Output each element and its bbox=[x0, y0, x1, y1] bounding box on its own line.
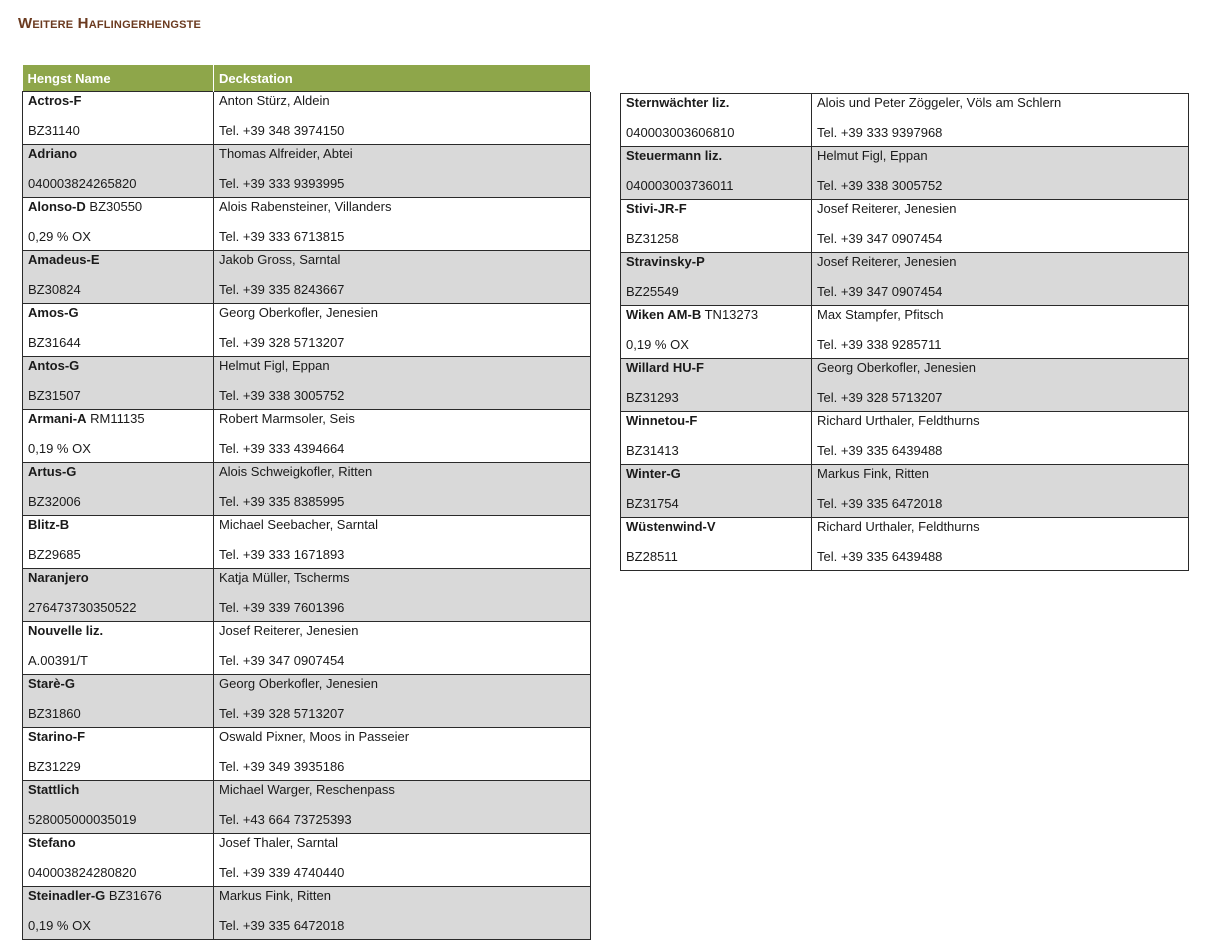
station-phone: Tel. +39 338 3005752 bbox=[817, 178, 943, 193]
stallion-name-line bbox=[626, 359, 806, 385]
stallion-name-line bbox=[28, 198, 208, 224]
stallion-name: Nouvelle liz. bbox=[28, 623, 104, 638]
stallion-name-cell bbox=[621, 518, 812, 571]
station-owner: Alois Rabensteiner, Villanders bbox=[219, 199, 392, 214]
stallion-table-left bbox=[22, 65, 591, 940]
station-phone: Tel. +39 333 9397968 bbox=[817, 125, 943, 140]
table-row bbox=[621, 94, 1189, 147]
breeding-station-cell bbox=[214, 463, 591, 516]
table-header-row bbox=[23, 65, 591, 92]
table-row bbox=[621, 253, 1189, 306]
page-title: Weitere Haflingerhengste bbox=[18, 15, 202, 32]
table-row bbox=[621, 306, 1189, 359]
station-phone: Tel. +39 347 0907454 bbox=[219, 653, 345, 668]
breeding-station-cell bbox=[812, 306, 1189, 359]
station-owner: Markus Fink, Ritten bbox=[219, 888, 331, 903]
station-owner: Georg Oberkofler, Jenesien bbox=[219, 305, 378, 320]
stallion-id: 528005000035019 bbox=[28, 812, 137, 827]
table-row bbox=[23, 357, 591, 410]
table-row bbox=[23, 516, 591, 569]
stallion-name-line bbox=[28, 834, 208, 860]
stallion-name-line bbox=[28, 569, 208, 595]
station-owner: Katja Müller, Tscherms bbox=[219, 570, 350, 585]
station-owner: Robert Marmsoler, Seis bbox=[219, 411, 355, 426]
stallion-name: Alonso-D bbox=[28, 199, 86, 214]
breeding-station-cell bbox=[812, 359, 1189, 412]
station-phone: Tel. +39 338 3005752 bbox=[219, 388, 345, 403]
table-row bbox=[23, 781, 591, 834]
stallion-name-cell bbox=[23, 781, 214, 834]
table-row bbox=[621, 412, 1189, 465]
table-row bbox=[23, 622, 591, 675]
table-row bbox=[621, 359, 1189, 412]
station-phone: Tel. +39 348 3974150 bbox=[219, 123, 345, 138]
breeding-station-cell bbox=[214, 92, 591, 145]
stallion-id: BZ31413 bbox=[626, 443, 679, 458]
breeding-station-cell bbox=[812, 94, 1189, 147]
table-row bbox=[621, 200, 1189, 253]
breeding-station-cell bbox=[812, 412, 1189, 465]
breeding-station-cell bbox=[214, 569, 591, 622]
stallion-name-line bbox=[28, 145, 208, 171]
stallion-name-cell bbox=[23, 463, 214, 516]
station-owner: Max Stampfer, Pfitsch bbox=[817, 307, 944, 322]
stallion-id: 040003003606810 bbox=[626, 125, 735, 140]
station-phone: Tel. +39 335 8243667 bbox=[219, 282, 345, 297]
table-row bbox=[23, 569, 591, 622]
stallion-name-line bbox=[28, 781, 208, 807]
stallion-name-cell bbox=[23, 834, 214, 887]
station-owner: Josef Reiterer, Jenesien bbox=[817, 201, 957, 216]
stallion-name-line bbox=[28, 92, 208, 118]
stallion-id: 040003824280820 bbox=[28, 865, 137, 880]
breeding-station-cell bbox=[812, 465, 1189, 518]
stallion-name: Blitz-B bbox=[28, 517, 70, 532]
stallion-id: BZ25549 bbox=[626, 284, 679, 299]
breeding-station-cell bbox=[214, 728, 591, 781]
station-phone: Tel. +39 328 5713207 bbox=[817, 390, 943, 405]
stallion-name: Winter-G bbox=[626, 466, 681, 481]
stallion-name-cell bbox=[621, 253, 812, 306]
stallion-name-line bbox=[626, 147, 806, 173]
station-phone: Tel. +39 328 5713207 bbox=[219, 335, 345, 350]
stallion-name-cell bbox=[23, 728, 214, 781]
station-phone: Tel. +39 333 6713815 bbox=[219, 229, 345, 244]
stallion-name-cell bbox=[23, 569, 214, 622]
stallion-name: Stattlich bbox=[28, 782, 80, 797]
stallion-name: Naranjero bbox=[28, 570, 89, 585]
breeding-station-cell bbox=[812, 147, 1189, 200]
stallion-name-cell bbox=[23, 410, 214, 463]
stallion-name-line bbox=[28, 516, 208, 542]
stallion-name: Amos-G bbox=[28, 305, 79, 320]
stallion-name: Stefano bbox=[28, 835, 76, 850]
stallion-name: Artus-G bbox=[28, 464, 77, 479]
table-row bbox=[621, 465, 1189, 518]
stallion-name-line bbox=[626, 465, 806, 491]
stallion-id: BZ31229 bbox=[28, 759, 81, 774]
breeding-station-cell bbox=[214, 622, 591, 675]
table-row bbox=[23, 675, 591, 728]
stallion-id: BZ31507 bbox=[28, 388, 81, 403]
breeding-station-cell bbox=[214, 304, 591, 357]
breeding-station-cell bbox=[214, 145, 591, 198]
stallion-name: Antos-G bbox=[28, 358, 80, 373]
breeding-station-cell bbox=[214, 357, 591, 410]
stallion-name-cell bbox=[621, 465, 812, 518]
stallion-name-cell bbox=[23, 145, 214, 198]
table-row bbox=[23, 198, 591, 251]
station-phone: Tel. +39 335 6472018 bbox=[219, 918, 345, 933]
table-row bbox=[23, 887, 591, 940]
stallion-name: Armani-A bbox=[28, 411, 87, 426]
station-phone: Tel. +39 335 6472018 bbox=[817, 496, 943, 511]
station-phone: Tel. +39 339 4740440 bbox=[219, 865, 345, 880]
stallion-id: BZ31754 bbox=[626, 496, 679, 511]
station-owner: Thomas Alfreider, Abtei bbox=[219, 146, 353, 161]
stallion-name-cell bbox=[23, 622, 214, 675]
station-owner: Michael Warger, Reschenpass bbox=[219, 782, 395, 797]
station-owner: Anton Stürz, Aldein bbox=[219, 93, 330, 108]
station-owner: Richard Urthaler, Feldthurns bbox=[817, 519, 980, 534]
stallion-name: Wiken AM-B bbox=[626, 307, 702, 322]
stallion-name-line bbox=[28, 728, 208, 754]
station-owner: Helmut Figl, Eppan bbox=[219, 358, 330, 373]
station-owner: Alois und Peter Zöggeler, Völs am Schlern bbox=[817, 95, 1062, 110]
station-phone: Tel. +39 333 9393995 bbox=[219, 176, 345, 191]
stallion-code: RM11135 bbox=[86, 411, 145, 426]
stallion-name-line bbox=[28, 622, 208, 648]
stallion-id: 276473730350522 bbox=[28, 600, 137, 615]
station-phone: Tel. +39 349 3935186 bbox=[219, 759, 345, 774]
stallion-name-line bbox=[626, 94, 806, 120]
stallion-name-cell bbox=[621, 306, 812, 359]
stallion-name-line bbox=[28, 887, 208, 913]
station-owner: Josef Reiterer, Jenesien bbox=[219, 623, 359, 638]
stallion-name: Amadeus-E bbox=[28, 252, 100, 267]
station-phone: Tel. +39 335 6439488 bbox=[817, 443, 943, 458]
station-owner: Helmut Figl, Eppan bbox=[817, 148, 928, 163]
stallion-name-line bbox=[626, 306, 806, 332]
header-breeding-station: Deckstation bbox=[214, 65, 591, 92]
stallion-name-cell bbox=[23, 516, 214, 569]
stallion-name: Starè-G bbox=[28, 676, 75, 691]
station-owner: Josef Reiterer, Jenesien bbox=[817, 254, 957, 269]
stallion-name: Stravinsky-P bbox=[626, 254, 705, 269]
breeding-station-cell bbox=[214, 198, 591, 251]
stallion-id: 040003003736011 bbox=[626, 178, 734, 193]
table-row bbox=[23, 145, 591, 198]
station-phone: Tel. +39 335 6439488 bbox=[817, 549, 943, 564]
table-row bbox=[23, 728, 591, 781]
table-row bbox=[23, 834, 591, 887]
stallion-name-cell bbox=[23, 357, 214, 410]
stallion-name-cell bbox=[621, 412, 812, 465]
station-phone: Tel. +39 328 5713207 bbox=[219, 706, 345, 721]
table-row bbox=[621, 518, 1189, 571]
stallion-name: Stivi-JR-F bbox=[626, 201, 687, 216]
stallion-id: BZ29685 bbox=[28, 547, 81, 562]
station-owner: Oswald Pixner, Moos in Passeier bbox=[219, 729, 410, 744]
stallion-table-right bbox=[620, 93, 1189, 571]
stallion-name-cell bbox=[621, 94, 812, 147]
stallion-name: Steinadler-G bbox=[28, 888, 106, 903]
stallion-name-cell bbox=[621, 359, 812, 412]
stallion-id: 0,19 % OX bbox=[28, 441, 91, 456]
breeding-station-cell bbox=[214, 834, 591, 887]
stallion-id: 0,19 % OX bbox=[626, 337, 689, 352]
breeding-station-cell bbox=[214, 516, 591, 569]
station-owner: Georg Oberkofler, Jenesien bbox=[817, 360, 976, 375]
station-owner: Josef Thaler, Sarntal bbox=[219, 835, 338, 850]
station-owner: Alois Schweigkofler, Ritten bbox=[219, 464, 373, 479]
stallion-name-line bbox=[626, 200, 806, 226]
station-owner: Jakob Gross, Sarntal bbox=[219, 252, 341, 267]
stallion-name: Winnetou-F bbox=[626, 413, 698, 428]
stallion-name-cell bbox=[23, 198, 214, 251]
breeding-station-cell bbox=[812, 253, 1189, 306]
stallion-id: BZ31258 bbox=[626, 231, 679, 246]
station-phone: Tel. +39 338 9285711 bbox=[817, 337, 942, 352]
station-owner: Markus Fink, Ritten bbox=[817, 466, 929, 481]
breeding-station-cell bbox=[812, 200, 1189, 253]
station-phone: Tel. +39 335 8385995 bbox=[219, 494, 345, 509]
stallion-id: 0,29 % OX bbox=[28, 229, 91, 244]
table-row bbox=[621, 147, 1189, 200]
stallion-name-cell bbox=[23, 887, 214, 940]
stallion-name-line bbox=[28, 410, 208, 436]
stallion-code: TN13273 bbox=[701, 307, 759, 322]
station-owner: Michael Seebacher, Sarntal bbox=[219, 517, 378, 532]
stallion-id: BZ31293 bbox=[626, 390, 679, 405]
stallion-id: BZ31140 bbox=[28, 123, 80, 138]
station-owner: Richard Urthaler, Feldthurns bbox=[817, 413, 980, 428]
stallion-id: 0,19 % OX bbox=[28, 918, 91, 933]
stallion-name-cell bbox=[621, 200, 812, 253]
stallion-name-line bbox=[28, 304, 208, 330]
stallion-name-line bbox=[28, 463, 208, 489]
stallion-name-line bbox=[28, 251, 208, 277]
breeding-station-cell bbox=[812, 518, 1189, 571]
stallion-id: BZ28511 bbox=[626, 549, 678, 564]
stallion-id: 040003824265820 bbox=[28, 176, 137, 191]
stallion-name: Willard HU-F bbox=[626, 360, 704, 375]
stallion-name: Starino-F bbox=[28, 729, 86, 744]
breeding-station-cell bbox=[214, 251, 591, 304]
stallion-id: BZ31644 bbox=[28, 335, 81, 350]
station-phone: Tel. +39 333 1671893 bbox=[219, 547, 345, 562]
stallion-name: Actros-F bbox=[28, 93, 82, 108]
stallion-name-line bbox=[626, 253, 806, 279]
station-phone: Tel. +39 347 0907454 bbox=[817, 284, 943, 299]
stallion-name-cell bbox=[23, 251, 214, 304]
table-row bbox=[23, 251, 591, 304]
header-stallion-name: Hengst Name bbox=[23, 65, 214, 92]
stallion-name-cell bbox=[23, 304, 214, 357]
stallion-name-line bbox=[28, 357, 208, 383]
table-row bbox=[23, 92, 591, 145]
breeding-station-cell bbox=[214, 675, 591, 728]
stallion-id: BZ31860 bbox=[28, 706, 81, 721]
stallion-name: Sternwächter liz. bbox=[626, 95, 730, 110]
stallion-name-cell bbox=[621, 147, 812, 200]
stallion-id: BZ32006 bbox=[28, 494, 81, 509]
station-phone: Tel. +39 339 7601396 bbox=[219, 600, 345, 615]
breeding-station-cell bbox=[214, 410, 591, 463]
station-phone: Tel. +39 333 4394664 bbox=[219, 441, 345, 456]
stallion-name: Steuermann liz. bbox=[626, 148, 723, 163]
stallion-name-cell bbox=[23, 675, 214, 728]
stallion-name: Wüstenwind-V bbox=[626, 519, 716, 534]
stallion-code: BZ31676 bbox=[105, 888, 162, 903]
stallion-name: Adriano bbox=[28, 146, 78, 161]
stallion-id: BZ30824 bbox=[28, 282, 81, 297]
station-owner: Georg Oberkofler, Jenesien bbox=[219, 676, 378, 691]
breeding-station-cell bbox=[214, 887, 591, 940]
station-phone: Tel. +43 664 73725393 bbox=[219, 812, 352, 827]
stallion-id: A.00391/T bbox=[28, 653, 88, 668]
stallion-name-line bbox=[626, 518, 806, 544]
breeding-station-cell bbox=[214, 781, 591, 834]
station-phone: Tel. +39 347 0907454 bbox=[817, 231, 943, 246]
stallion-name-line bbox=[28, 675, 208, 701]
stallion-name-line bbox=[626, 412, 806, 438]
stallion-name-cell bbox=[23, 92, 214, 145]
stallion-code: BZ30550 bbox=[85, 199, 143, 214]
table-row bbox=[23, 410, 591, 463]
table-row bbox=[23, 463, 591, 516]
table-row bbox=[23, 304, 591, 357]
